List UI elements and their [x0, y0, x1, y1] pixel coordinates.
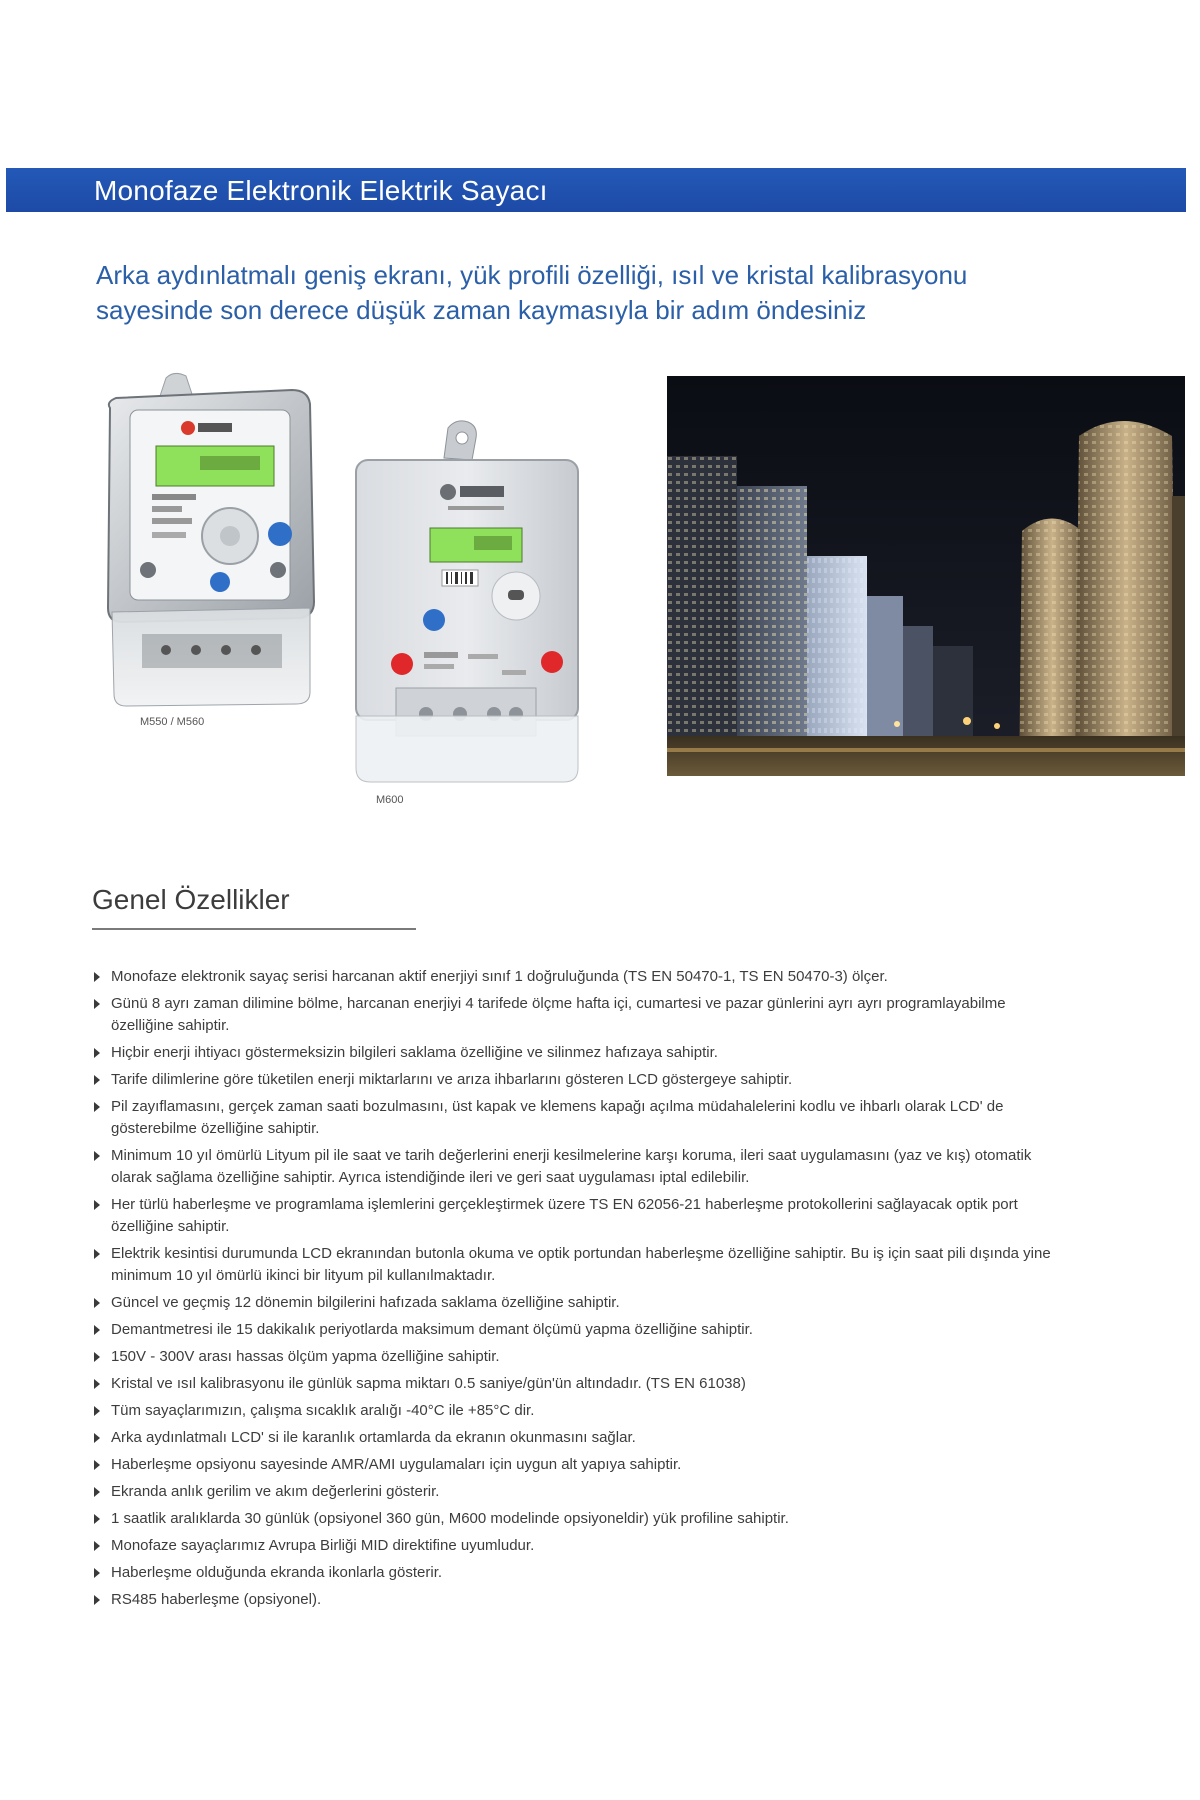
triangle-bullet-icon	[94, 1433, 100, 1443]
meter-m550-label: M550 / M560	[140, 716, 205, 728]
triangle-bullet-icon	[94, 1595, 100, 1605]
feature-item	[92, 1562, 1052, 1584]
feature-item	[92, 1096, 1052, 1140]
tagline-line-1: Arka aydınlatmalı geniş ekranı, yük profili özelliği, ısıl ve kristal kalibrasyonu	[96, 260, 968, 290]
meter-m550-image	[96, 372, 336, 712]
features-list	[92, 966, 1052, 1616]
feature-item	[92, 1346, 1052, 1368]
triangle-bullet-icon	[94, 1102, 100, 1112]
feature-text: Tüm sayaçlarımızın, çalışma sıcaklık aralığı -40°C ile +85°C dir.	[111, 1402, 535, 1419]
feature-text: Kristal ve ısıl kalibrasyonu ile günlük sapma miktarı 0.5 saniye/gün'ün altındadır. (TS EN 61038)	[111, 1375, 746, 1392]
feature-text: Haberleşme olduğunda ekranda ikonlarla gösterir.	[111, 1564, 443, 1581]
page-title: Monofaze Elektronik Elektrik Sayacı	[94, 175, 548, 206]
triangle-bullet-icon	[94, 1249, 100, 1259]
triangle-bullet-icon	[94, 1487, 100, 1497]
feature-item	[92, 1589, 1052, 1611]
feature-text: Tarife dilimlerine göre tüketilen enerji miktarlarını ve arıza ihbarlarını gösteren LCD göstergeye sahiptir.	[111, 1071, 793, 1088]
feature-text: Günü 8 ayrı zaman dilimine bölme, harcanan enerjiyi 4 tarifede ölçme hafta içi, cumartesi ve pazar günlerini ayrı ayrı programlayabilme özelliğine sahiptir.	[111, 995, 1006, 1034]
feature-item	[92, 1400, 1052, 1422]
feature-text: Monofaze sayaçlarımız Avrupa Birliği MID direktifine uyumludur.	[111, 1537, 535, 1554]
triangle-bullet-icon	[94, 1048, 100, 1058]
triangle-bullet-icon	[94, 1352, 100, 1362]
triangle-bullet-icon	[94, 1514, 100, 1524]
feature-text: Pil zayıflamasını, gerçek zaman saati bozulmasını, üst kapak ve klemens kapağı açılma müdahalelerini kodlu ve ihbarlı olarak LCD' de gösterebilme özelliğine sahiptir.	[111, 1098, 1004, 1137]
feature-text: Monofaze elektronik sayaç serisi harcanan aktif enerjiyi sınıf 1 doğruluğunda (TS EN 50470-1, TS EN 50470-3) ölçer.	[111, 968, 888, 985]
feature-text: Minimum 10 yıl ömürlü Lityum pil ile saat ve tarih değerlerini enerji kesilmelerine karşı koruma, ileri saat uygulamasını (yaz ve kış) otomatik olarak sağlama özelliğine sahiptir. Ayrıca istendiğinde ileri ve geri saat uygulaması iptal edilebilir.	[111, 1147, 1032, 1186]
feature-item	[92, 1042, 1052, 1064]
feature-text: RS485 haberleşme (opsiyonel).	[111, 1591, 322, 1608]
meter-m600-image	[352, 420, 586, 790]
feature-text: Elektrik kesintisi durumunda LCD ekranından butonla okuma ve optik portundan haberleşme özelliğine sahiptir. Bu iş için saat pili dışında yine minimum 10 yıl ömürlü ikinci bir lityum pil kullanılmaktadır.	[111, 1245, 1051, 1284]
feature-text: Ekranda anlık gerilim ve akım değerlerini gösterir.	[111, 1483, 440, 1500]
feature-text: Haberleşme opsiyonu sayesinde AMR/AMI uygulamaları için uygun alt yapıya sahiptir.	[111, 1456, 682, 1473]
feature-text: Demantmetresi ile 15 dakikalık periyotlarda maksimum demant ölçümü yapma özelliğine sahiptir.	[111, 1321, 753, 1338]
feature-text: Her türlü haberleşme ve programlama işlemlerini gerçekleştirmek üzere TS EN 62056-21 haberleşme protokollerini sağlayacak optik port özelliğine sahiptir.	[111, 1196, 1018, 1235]
meter-m600-label: M600	[376, 794, 404, 806]
tagline-line-2: sayesinde son derece düşük zaman kaymasıyla bir adım öndesiniz	[96, 295, 867, 325]
feature-item	[92, 1508, 1052, 1530]
feature-item	[92, 1373, 1052, 1395]
feature-text: 150V - 300V arası hassas ölçüm yapma özelliğine sahiptir.	[111, 1348, 500, 1365]
section-divider	[92, 928, 416, 930]
feature-item	[92, 1535, 1052, 1557]
triangle-bullet-icon	[94, 1406, 100, 1416]
triangle-bullet-icon	[94, 1541, 100, 1551]
triangle-bullet-icon	[94, 1379, 100, 1389]
feature-item	[92, 1481, 1052, 1503]
tagline	[96, 258, 1056, 328]
feature-item	[92, 966, 1052, 988]
triangle-bullet-icon	[94, 999, 100, 1009]
triangle-bullet-icon	[94, 1151, 100, 1161]
feature-item	[92, 1069, 1052, 1091]
feature-item	[92, 1292, 1052, 1314]
triangle-bullet-icon	[94, 1568, 100, 1578]
feature-item	[92, 1243, 1052, 1287]
triangle-bullet-icon	[94, 1075, 100, 1085]
section-heading: Genel Özellikler	[92, 884, 290, 915]
feature-text: 1 saatlik aralıklarda 30 günlük (opsiyonel 360 gün, M600 modelinde opsiyoneldir) yük profiline sahiptir.	[111, 1510, 789, 1527]
city-night-photo	[667, 376, 1185, 776]
triangle-bullet-icon	[94, 1200, 100, 1210]
feature-text: Güncel ve geçmiş 12 dönemin bilgilerini hafızada saklama özelliğine sahiptir.	[111, 1294, 620, 1311]
feature-item	[92, 993, 1052, 1037]
triangle-bullet-icon	[94, 1298, 100, 1308]
feature-item	[92, 1145, 1052, 1189]
feature-item	[92, 1454, 1052, 1476]
triangle-bullet-icon	[94, 1460, 100, 1470]
triangle-bullet-icon	[94, 972, 100, 982]
feature-item	[92, 1319, 1052, 1341]
feature-text: Arka aydınlatmalı LCD' si ile karanlık ortamlarda da ekranın okunmasını sağlar.	[111, 1429, 636, 1446]
triangle-bullet-icon	[94, 1325, 100, 1335]
feature-item	[92, 1427, 1052, 1449]
feature-item	[92, 1194, 1052, 1238]
title-bar	[6, 168, 1186, 212]
feature-text: Hiçbir enerji ihtiyacı göstermeksizin bilgileri saklama özelliğine ve silinmez hafızaya sahiptir.	[111, 1044, 718, 1061]
